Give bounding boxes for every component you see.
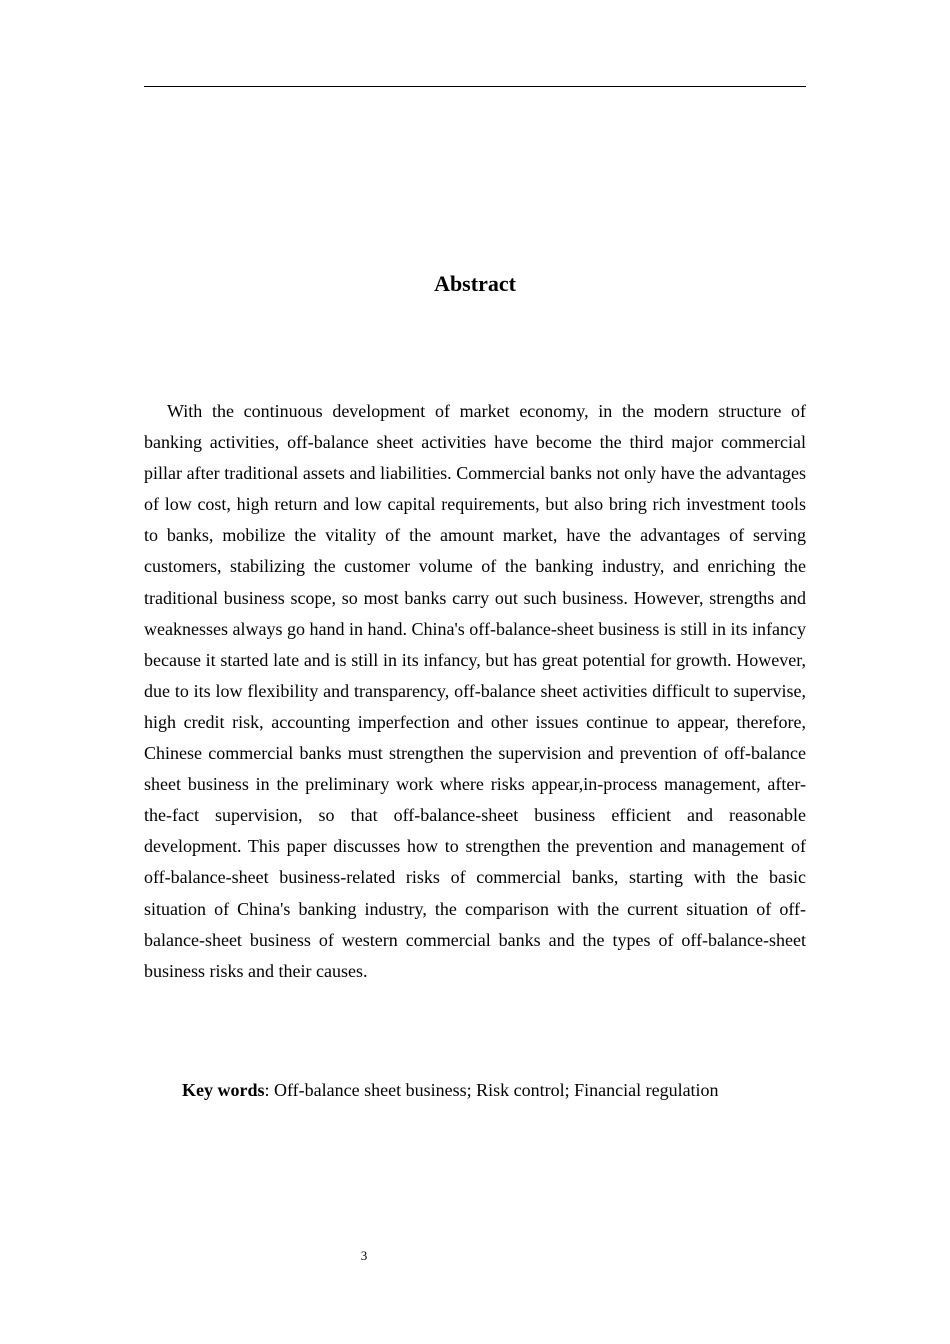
abstract-paragraph: With the continuous development of market economy, in the modern structure of banking activities, off-balance sheet activities have become the third major commercial pillar after traditional assets and liabilities. Commercial banks not only have the advantages of low cost, high return and low capital requirements, but also bring rich investment tools to banks, mobilize the vitality of the amount market, have the advantages of serving customers, stabilizing the customer volume of the banking industry, and enriching the traditional business scope, so most banks carry out such business. However, strengths and weaknesses always go hand in hand. China's off-balance-sheet business is still in its infancy because it started late and is still in its infancy, but has great potential for growth. However, due to its low flexibility and transparency, off-balance sheet activities difficult to supervise, high credit risk, accounting imperfection and other issues continue to appear, therefore, Chinese commercial banks must strengthen the supervision and prevention of off-balance sheet business in the preliminary work where risks appear,in-process management, after-the-fact supervision, so that off-balance-sheet business efficient and reasonable development. This paper discusses how to strengthen the prevention and management of off-balance-sheet business-related risks of commercial banks, starting with the basic situation of China's banking industry, the comparison with the current situation of off-balance-sheet business of western commercial banks and the types of off-balance-sheet business risks and their causes. — [144, 401, 806, 981]
keywords-label: Key words — [182, 1080, 265, 1100]
page-title: Abstract — [434, 271, 516, 296]
page-number: 3 — [360, 1248, 368, 1263]
keywords-text: : Off-balance sheet business; Risk control; Financial regulation — [264, 1080, 719, 1100]
keywords-line — [182, 1075, 822, 1105]
header-rule — [144, 86, 806, 87]
